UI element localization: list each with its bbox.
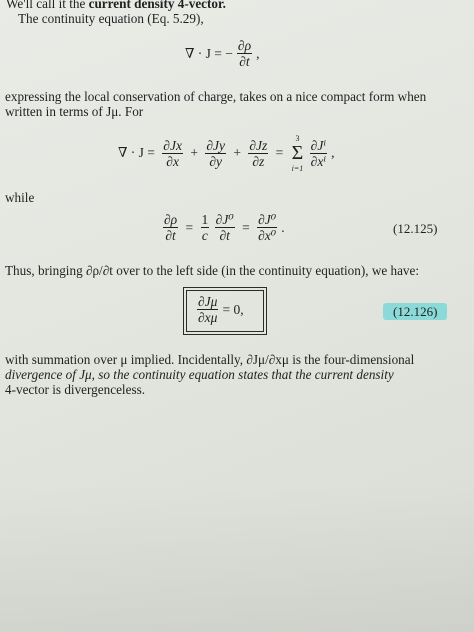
eq1-comma: , bbox=[256, 45, 260, 61]
eq2-term-sum-den: ∂xⁱ bbox=[310, 153, 327, 169]
text-line-while: while bbox=[5, 190, 35, 205]
eq3-d3: ∂t bbox=[219, 228, 230, 243]
eq2-term-x bbox=[162, 138, 183, 169]
text-fragment: We'll call it the bbox=[6, 0, 89, 11]
eq4-rhs: = 0, bbox=[222, 301, 244, 317]
eq2-term-x-num: ∂Jx bbox=[163, 137, 182, 153]
text-line-expressing: expressing the local conservation of charge, takes on a nice compact form when bbox=[5, 89, 427, 104]
eq2-term-y bbox=[205, 138, 226, 169]
eq2-term-sum bbox=[310, 138, 327, 169]
eq3-d2: c bbox=[201, 228, 208, 243]
eq2-term-sum-num: ∂Jⁱ bbox=[310, 137, 327, 153]
text-line-thus: Thus, bringing ∂ρ/∂t over to the left side (in the continuity equation), we have: bbox=[5, 263, 420, 278]
summation-symbol: 3 Σ i=1 bbox=[291, 134, 304, 173]
equation-charge-density bbox=[162, 212, 288, 243]
eq3-n2: 1 bbox=[201, 212, 209, 227]
eq2-term-z-den: ∂z bbox=[252, 153, 265, 169]
eq2-term-z-num: ∂Jz bbox=[249, 137, 268, 153]
eq2-term-z bbox=[248, 138, 268, 169]
eq2-lhs: ∇ · J = bbox=[118, 145, 155, 160]
eq4-fraction bbox=[197, 294, 218, 325]
equation-continuity bbox=[182, 38, 262, 69]
text-line-written: written in terms of Jμ. For bbox=[5, 104, 144, 119]
equation-number-12-126: (12.126) bbox=[393, 304, 438, 319]
eq3-period: . bbox=[281, 219, 285, 235]
eq1-lhs: ∇ · J = − bbox=[185, 45, 233, 61]
eq3-n4: ∂J⁰ bbox=[258, 212, 277, 227]
sum-lower-limit: i=1 bbox=[291, 164, 304, 173]
eq3-dj0-dt bbox=[215, 212, 235, 243]
eq3-drho-dt bbox=[163, 212, 178, 243]
eq2-term-y-den: ∂y bbox=[209, 153, 222, 169]
eq3-dj0-dx0 bbox=[257, 212, 277, 243]
bold-term: current density 4-vector. bbox=[88, 0, 226, 11]
equation-number-12-125: (12.125) bbox=[393, 221, 438, 236]
eq2-term-y-num: ∂Jy bbox=[206, 137, 225, 153]
eq3-equals-2: = bbox=[242, 219, 250, 235]
eq1-denominator: ∂t bbox=[239, 54, 250, 69]
text-line-divergence: divergence of Jμ, so the continuity equation states that the current density bbox=[5, 367, 394, 382]
equation-divergence-expanded: ∇ · J = $\frac{\partial Jx}{\partial x}$ + $\frac{\partial Jy}{\partial y}$ + $\frac{\partial Jz}{\partial z}$ = 3 Σ i=1 $\frac{\text{∂Jⁱ}}{\text{∂xⁱ}}$ , bbox=[118, 134, 335, 173]
eq3-equals-1: = bbox=[185, 219, 194, 235]
eq3-n3: ∂J⁰ bbox=[215, 212, 234, 227]
eq1-fraction bbox=[237, 38, 252, 69]
eq4-numerator: ∂Jμ bbox=[198, 294, 218, 309]
text-line-divergenceless: 4-vector is divergenceless. bbox=[5, 382, 146, 397]
eq3-one-over-c bbox=[201, 212, 210, 243]
eq3-n1: ∂ρ bbox=[164, 212, 178, 227]
eq4-denominator: ∂xμ bbox=[198, 310, 218, 325]
eq2-term-x-den: ∂x bbox=[166, 153, 179, 169]
equation-four-divergence bbox=[196, 294, 247, 325]
eq3-d1: ∂t bbox=[165, 228, 176, 243]
text-line-summation: with summation over μ implied. Incidentally, ∂Jμ/∂xμ is the four-dimensional bbox=[5, 352, 415, 367]
text-line-continuity: The continuity equation (Eq. 5.29), bbox=[18, 11, 204, 26]
sum-upper-limit: 3 bbox=[295, 134, 300, 143]
eq1-numerator: ∂ρ bbox=[237, 38, 252, 53]
page-shadow bbox=[0, 482, 474, 632]
eq3-d4: ∂x⁰ bbox=[258, 228, 277, 243]
eq2-comma: , bbox=[331, 145, 335, 160]
